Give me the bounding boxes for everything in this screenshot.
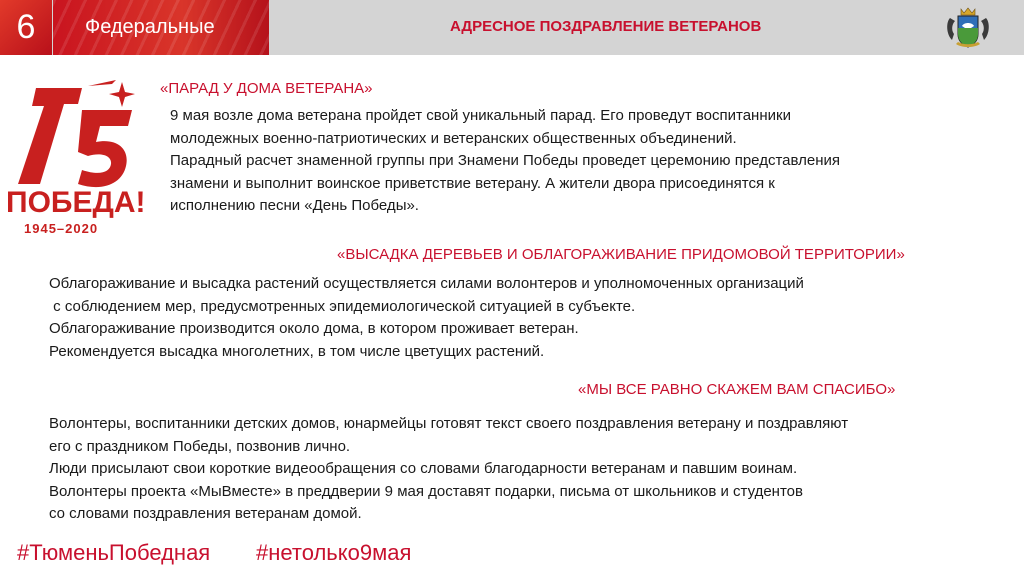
section-text-parade <box>170 105 840 218</box>
category-label: Федеральные <box>53 0 269 55</box>
text-line: знамени и выполнит воинское приветствие ветерану. А жители двора присоединятся к <box>170 174 775 192</box>
number-75-icon <box>4 80 144 190</box>
hashtag-not-only-may9: #нетолько9мая <box>256 540 412 565</box>
page-title: АДРЕСНОЕ ПОЗДРАВЛЕНИЕ ВЕТЕРАНОВ <box>450 18 762 35</box>
text-line: Рекомендуется высадка многолетних, в том числе цветущих растений. <box>49 342 545 360</box>
text-line: Волонтеры, воспитанники детских домов, юнармейцы готовят текст своего поздравления ветерану и поздравляют <box>49 415 849 432</box>
slide-number: 6 <box>0 0 52 55</box>
hashtag-tyumen: #ТюменьПобедная <box>17 540 211 565</box>
text-line: Волонтеры проекта «МыВместе» в преддверии 9 мая доставят подарки, письма от школьников и студентов <box>49 482 803 500</box>
section-title-thanks: «МЫ ВСЕ РАВНО СКАЖЕМ ВАМ СПАСИБО» <box>578 381 896 398</box>
text-line: Парадный расчет знаменной группы при Знамени Победы проведет церемонию представления <box>170 152 840 170</box>
text-line: его с праздником Победы, позвонив лично. <box>49 437 351 455</box>
victory-word: ПОБЕДА! <box>6 186 146 219</box>
coat-of-arms-icon <box>944 4 992 52</box>
years-label: 1945–2020 <box>24 221 99 236</box>
text-line: с соблюдением мер, предусмотренных эпидемиологической ситуацией в субъекте. <box>49 297 636 315</box>
section-title-planting: «ВЫСАДКА ДЕРЕВЬЕВ И ОБЛАГОРАЖИВАНИЕ ПРИДОМОВОЙ ТЕРРИТОРИИ» <box>337 246 905 263</box>
text-line: Облагораживание и высадка растений осуществляется силами волонтеров и уполномоченных организаций <box>49 275 804 292</box>
section-title-parade: «ПАРАД У ДОМА ВЕТЕРАНА» <box>160 80 373 97</box>
text-line: Облагораживание производится около дома, в котором проживает ветеран. <box>49 320 579 338</box>
section-text-planting <box>49 273 804 363</box>
text-line: Люди присылают свои короткие видеообращения со словами благодарности ветеранам и павшим воинам. <box>49 460 798 478</box>
text-line: молодежных военно-патриотических и ветеранских общественных объединений. <box>170 129 737 147</box>
text-line: исполнению песни «День Победы». <box>170 197 419 215</box>
header-bar <box>0 0 1024 55</box>
section-text-thanks <box>49 413 848 526</box>
text-line: 9 мая возле дома ветерана пройдет свой уникальный парад. Его проведут воспитанники <box>170 107 791 124</box>
text-line: со словами поздравления ветеранам домой. <box>49 505 362 523</box>
victory-75-logo <box>4 80 144 240</box>
